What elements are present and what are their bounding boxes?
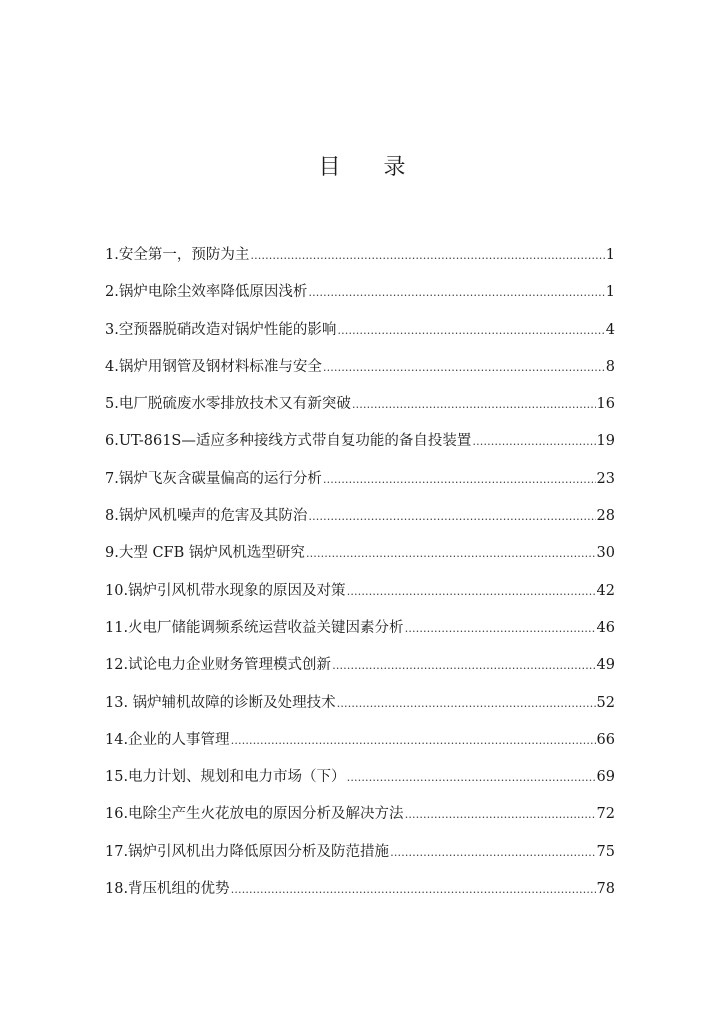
toc-leader-dots — [390, 846, 595, 859]
toc-entry[interactable] — [105, 877, 615, 914]
toc-entry[interactable] — [105, 579, 615, 616]
toc-entry-title: 17.锅炉引风机出力降低原因分析及防范措施 — [105, 843, 390, 860]
toc-page-number: 4 — [605, 321, 615, 338]
toc-leader-dots — [308, 510, 595, 523]
toc-entry-title: 8.锅炉风机噪声的危害及其防治 — [105, 508, 308, 525]
toc-entry-title: 5.电厂脱硫废水零排放技术又有新突破 — [105, 396, 351, 413]
toc-entry[interactable] — [105, 728, 615, 765]
toc-entry-title: 6.UT-861S—适应多种接线方式带自复功能的备自投装置 — [105, 433, 472, 450]
toc-leader-dots — [347, 585, 596, 598]
toc-entry-title: 16.电除尘产生火花放电的原因分析及解决方法 — [105, 806, 404, 823]
toc-entry-title: 2.锅炉电除尘效率降低原因浅析 — [105, 284, 308, 301]
toc-entry-title: 7.锅炉飞灰含碳量偏高的运行分析 — [105, 470, 322, 487]
toc-leader-dots — [472, 435, 595, 448]
toc-leader-dots — [231, 734, 596, 747]
toc-entry[interactable] — [105, 765, 615, 802]
toc-page-number: 23 — [596, 470, 615, 487]
toc-page-number: 49 — [596, 657, 615, 674]
toc-page-number: 1 — [605, 284, 615, 301]
toc-page-number: 28 — [596, 508, 615, 525]
toc-leader-dots — [308, 286, 604, 299]
toc-entry-title: 3.空预器脱硝改造对锅炉性能的影响 — [105, 321, 337, 338]
toc-entry[interactable] — [105, 541, 615, 578]
toc-leader-dots — [352, 398, 596, 411]
toc-page-number: 78 — [596, 881, 615, 898]
toc-page-number: 75 — [596, 843, 615, 860]
toc-page-number: 8 — [605, 358, 615, 375]
toc-entry-title: 10.锅炉引风机带水现象的原因及对策 — [105, 582, 346, 599]
toc-leader-dots — [323, 473, 596, 486]
toc-entry[interactable] — [105, 392, 615, 429]
toc-page-number: 46 — [596, 619, 615, 636]
toc-page-number: 1 — [605, 247, 615, 263]
toc-page-number: 30 — [596, 545, 615, 562]
toc-entry-title: 14.企业的人事管理 — [105, 731, 230, 748]
toc-entry[interactable] — [105, 318, 615, 355]
toc-leader-dots — [405, 622, 596, 635]
toc-entry-title: 11.火电厂储能调频系统运营收益关键因素分析 — [105, 619, 404, 636]
table-of-contents — [105, 243, 615, 914]
toc-leader-dots — [250, 249, 604, 262]
toc-entry[interactable] — [105, 467, 615, 504]
toc-page-number: 52 — [596, 694, 615, 711]
toc-entry[interactable] — [105, 653, 615, 690]
toc-entry-title: 9.大型 CFB 锅炉风机选型研究 — [105, 545, 305, 562]
toc-leader-dots — [332, 659, 595, 672]
toc-page-number: 42 — [596, 582, 615, 599]
toc-entry[interactable] — [105, 616, 615, 653]
toc-page-number: 72 — [596, 806, 615, 823]
toc-entry[interactable] — [105, 691, 615, 728]
toc-leader-dots — [337, 697, 596, 710]
toc-leader-dots — [347, 771, 596, 784]
toc-entry[interactable] — [105, 280, 615, 317]
toc-entry[interactable] — [105, 840, 615, 877]
toc-leader-dots — [323, 361, 605, 374]
toc-page-number: 66 — [596, 731, 615, 748]
toc-entry-title: 15.电力计划、规划和电力市场（下） — [105, 769, 346, 786]
toc-entry[interactable] — [105, 429, 615, 466]
toc-page-number: 16 — [596, 396, 615, 413]
toc-entry[interactable] — [105, 504, 615, 541]
toc-entry-title: 13. 锅炉辅机故障的诊断及处理技术 — [105, 694, 336, 711]
toc-leader-dots — [337, 324, 604, 337]
toc-entry[interactable] — [105, 355, 615, 392]
toc-entry[interactable] — [105, 802, 615, 839]
toc-leader-dots — [405, 808, 596, 821]
toc-page-number: 19 — [596, 433, 615, 450]
page-title: 目 录 — [318, 155, 424, 180]
toc-entry-title: 4.锅炉用钢管及钢材料标准与安全 — [105, 358, 322, 375]
toc-entry[interactable] — [105, 243, 615, 280]
toc-entry-title: 18.背压机组的优势 — [105, 881, 230, 898]
toc-entry-title: 1.安全第一，预防为主 — [105, 247, 250, 263]
toc-leader-dots — [306, 547, 596, 560]
toc-page-number: 69 — [596, 769, 615, 786]
toc-leader-dots — [231, 883, 596, 896]
toc-entry-title: 12.试论电力企业财务管理模式创新 — [105, 657, 332, 674]
